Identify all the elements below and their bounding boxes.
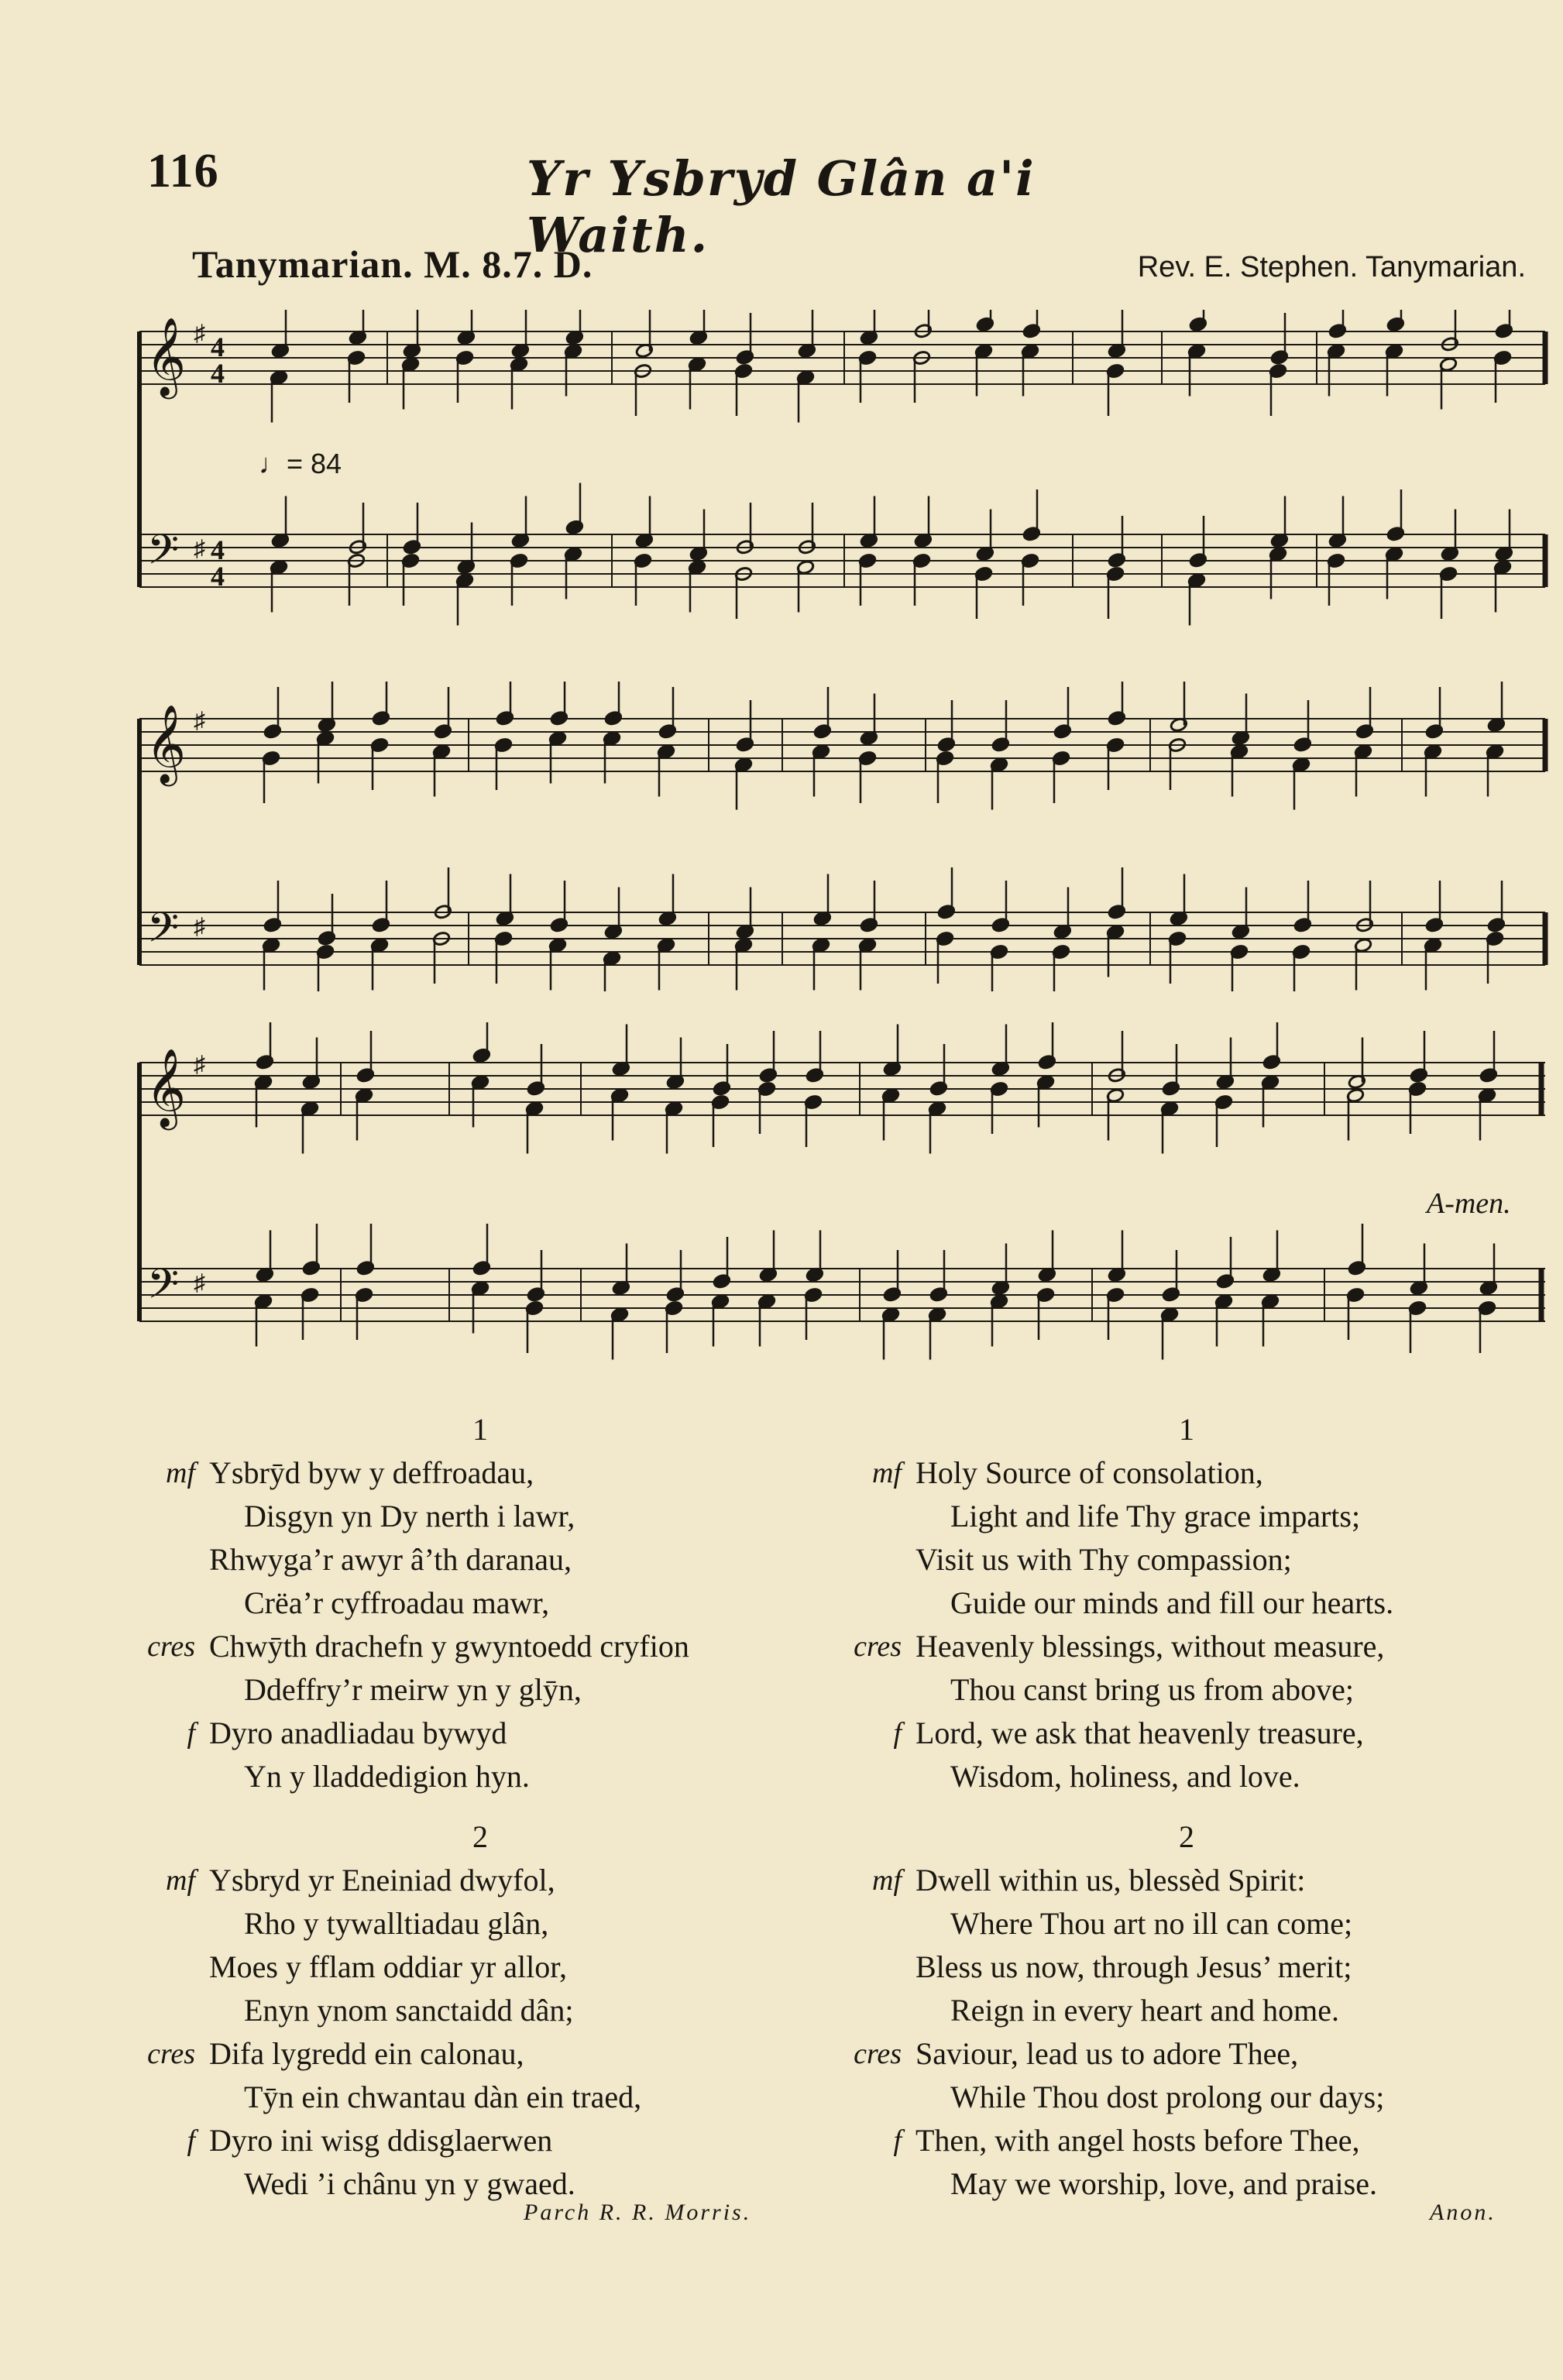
lyric-line bbox=[846, 1859, 1527, 1902]
lyric-line bbox=[139, 1989, 821, 2032]
amen-label: A-men. bbox=[1427, 1187, 1511, 1220]
lyric-line bbox=[846, 1582, 1527, 1625]
time-signature-bottom: 4 bbox=[211, 358, 225, 389]
dynamic-marking: cres bbox=[854, 1630, 902, 1663]
dynamic-marking: mf bbox=[166, 1864, 195, 1897]
lyric-text: May we worship, love, and praise. bbox=[950, 2166, 1377, 2201]
music-system-2 bbox=[0, 682, 1563, 991]
dynamic-marking: mf bbox=[872, 1457, 902, 1489]
lyric-text: Heavenly blessings, without measure, bbox=[915, 1629, 1385, 1664]
lyric-line bbox=[139, 2032, 821, 2076]
treble-clef-icon: 𝄞 bbox=[146, 703, 187, 783]
page-number: 116 bbox=[147, 145, 219, 197]
lyric-text: Enyn ynom sanctaidd dân; bbox=[244, 1993, 574, 2028]
lyric-line bbox=[139, 1582, 821, 1625]
lyric-line bbox=[139, 1538, 821, 1582]
sharp-icon: ♯ bbox=[194, 1052, 205, 1077]
lyric-line bbox=[139, 1495, 821, 1538]
lyric-line bbox=[846, 1755, 1527, 1798]
lyric-line bbox=[846, 2076, 1527, 2119]
sharp-icon: ♯ bbox=[194, 914, 205, 939]
lyric-line bbox=[846, 2119, 1527, 2162]
lyric-line bbox=[139, 1668, 821, 1712]
verse-number: 2 bbox=[472, 1819, 488, 1854]
bass-clef-icon: 𝄢 bbox=[147, 527, 180, 584]
tempo-marking: ♩= 84 bbox=[259, 448, 342, 479]
dynamic-marking: f bbox=[893, 2124, 902, 2157]
lyric-line bbox=[139, 1755, 821, 1798]
lyric-line bbox=[846, 1712, 1527, 1755]
lyric-text: Ysbryd yr Eneiniad dwyfol, bbox=[209, 1863, 555, 1897]
lyric-line bbox=[846, 1538, 1527, 1582]
lyric-text: Tȳn ein chwantau dàn ein traed, bbox=[244, 2079, 642, 2114]
lyric-text: Rhwyga’r awyr â’th daranau, bbox=[209, 1542, 572, 1577]
verse-number: 2 bbox=[1179, 1819, 1194, 1854]
english-verse-2 bbox=[846, 1815, 1527, 2206]
time-signature-top: 4 bbox=[211, 331, 225, 362]
time-signature-bottom: 4 bbox=[211, 561, 225, 592]
lyric-line bbox=[846, 1946, 1527, 1989]
lyric-line bbox=[139, 1712, 821, 1755]
lyric-line bbox=[846, 1989, 1527, 2032]
english-author: Anon. bbox=[1430, 2200, 1496, 2225]
lyric-line bbox=[846, 1902, 1527, 1946]
welsh-author: Parch R. R. Morris. bbox=[524, 2200, 752, 2225]
lyric-text: Holy Source of consolation, bbox=[915, 1455, 1263, 1490]
lyric-text: Disgyn yn Dy nerth i lawr, bbox=[244, 1499, 575, 1533]
lyric-text: Where Thou art no ill can come; bbox=[950, 1906, 1353, 1941]
dynamic-marking: mf bbox=[166, 1457, 195, 1489]
lyric-line bbox=[139, 1859, 821, 1902]
treble-clef-icon: 𝄞 bbox=[146, 1047, 187, 1127]
lyric-text: While Thou dost prolong our days; bbox=[950, 2079, 1385, 2114]
lyric-text: Light and life Thy grace imparts; bbox=[950, 1499, 1361, 1533]
welsh-verse-1 bbox=[139, 1408, 821, 1798]
verse-number: 1 bbox=[472, 1412, 488, 1447]
dynamic-marking: cres bbox=[854, 2038, 902, 2070]
bass-clef-icon: 𝄢 bbox=[147, 905, 180, 962]
music-system-3 bbox=[0, 1022, 1563, 1379]
sharp-icon: ♯ bbox=[194, 1270, 205, 1296]
dynamic-marking: f bbox=[187, 1717, 195, 1750]
lyric-text: Chwȳth drachefn y gwyntoedd cryfion bbox=[209, 1629, 689, 1664]
lyric-text: Dwell within us, blessèd Spirit: bbox=[915, 1863, 1306, 1897]
lyric-text: Thou canst bring us from above; bbox=[950, 1672, 1354, 1707]
music-system-1 bbox=[0, 310, 1563, 651]
lyric-line bbox=[846, 1625, 1527, 1668]
treble-clef-icon: 𝄞 bbox=[146, 316, 187, 396]
lyric-text: Lord, we ask that heavenly treasure, bbox=[915, 1715, 1364, 1750]
lyric-text: Bless us now, through Jesus’ merit; bbox=[915, 1949, 1352, 1984]
lyric-text: Saviour, lead us to adore Thee, bbox=[915, 2036, 1299, 2071]
lyric-text: Crëa’r cyffroadau mawr, bbox=[244, 1585, 550, 1620]
lyric-text: Rho y tywalltiadau glân, bbox=[244, 1906, 549, 1941]
tune-name: Tanymarian. M. 8.7. D. bbox=[192, 242, 593, 286]
lyric-text: Wisdom, holiness, and love. bbox=[950, 1759, 1300, 1794]
time-signature-top: 4 bbox=[211, 534, 225, 565]
sharp-icon: ♯ bbox=[194, 321, 205, 346]
lyric-text: Dyro anadliadau bywyd bbox=[209, 1715, 507, 1750]
lyric-line bbox=[846, 1451, 1527, 1495]
lyric-text: Difa lygredd ein calonau, bbox=[209, 2036, 524, 2071]
lyric-line bbox=[139, 1625, 821, 1668]
lyric-line bbox=[846, 2162, 1527, 2206]
lyric-line bbox=[139, 1946, 821, 1989]
lyric-text: Visit us with Thy compassion; bbox=[915, 1542, 1292, 1577]
lyric-line bbox=[139, 1451, 821, 1495]
lyric-text: Wedi ’i chânu yn y gwaed. bbox=[244, 2166, 575, 2201]
lyric-line bbox=[846, 1495, 1527, 1538]
bass-clef-icon: 𝄢 bbox=[147, 1261, 180, 1318]
dynamic-marking: cres bbox=[147, 1630, 195, 1663]
english-lyrics bbox=[846, 1408, 1527, 2223]
lyric-text: Yn y lladdedigion hyn. bbox=[244, 1759, 530, 1794]
page-title: Yr Ysbryd Glân a'i Waith. bbox=[527, 150, 1036, 263]
lyric-text: Then, with angel hosts before Thee, bbox=[915, 2123, 1360, 2158]
lyric-text: Dyro ini wisg ddisglaerwen bbox=[209, 2123, 553, 2158]
sharp-icon: ♯ bbox=[194, 708, 205, 733]
lyric-text: Moes y fflam oddiar yr allor, bbox=[209, 1949, 567, 1984]
verse-number: 1 bbox=[1179, 1412, 1194, 1447]
lyric-line bbox=[139, 2119, 821, 2162]
dynamic-marking: cres bbox=[147, 2038, 195, 2070]
lyric-line bbox=[139, 1902, 821, 1946]
dynamic-marking: mf bbox=[872, 1864, 902, 1897]
lyric-text: Reign in every heart and home. bbox=[950, 1993, 1340, 2028]
composer: Rev. E. Stephen. Tanymarian. bbox=[1137, 251, 1526, 283]
lyric-text: Ysbrȳd byw y deffroadau, bbox=[209, 1455, 534, 1490]
lyric-line bbox=[846, 2032, 1527, 2076]
welsh-verse-2 bbox=[139, 1815, 821, 2206]
sharp-icon: ♯ bbox=[194, 536, 205, 562]
welsh-lyrics bbox=[139, 1408, 821, 2223]
lyric-line bbox=[846, 1668, 1527, 1712]
lyric-text: Guide our minds and fill our hearts. bbox=[950, 1585, 1394, 1620]
dynamic-marking: f bbox=[187, 2124, 195, 2157]
english-verse-1 bbox=[846, 1408, 1527, 1798]
dynamic-marking: f bbox=[893, 1717, 902, 1750]
lyric-line bbox=[139, 2076, 821, 2119]
lyric-text: Ddeffry’r meirw yn y glȳn, bbox=[244, 1672, 582, 1707]
